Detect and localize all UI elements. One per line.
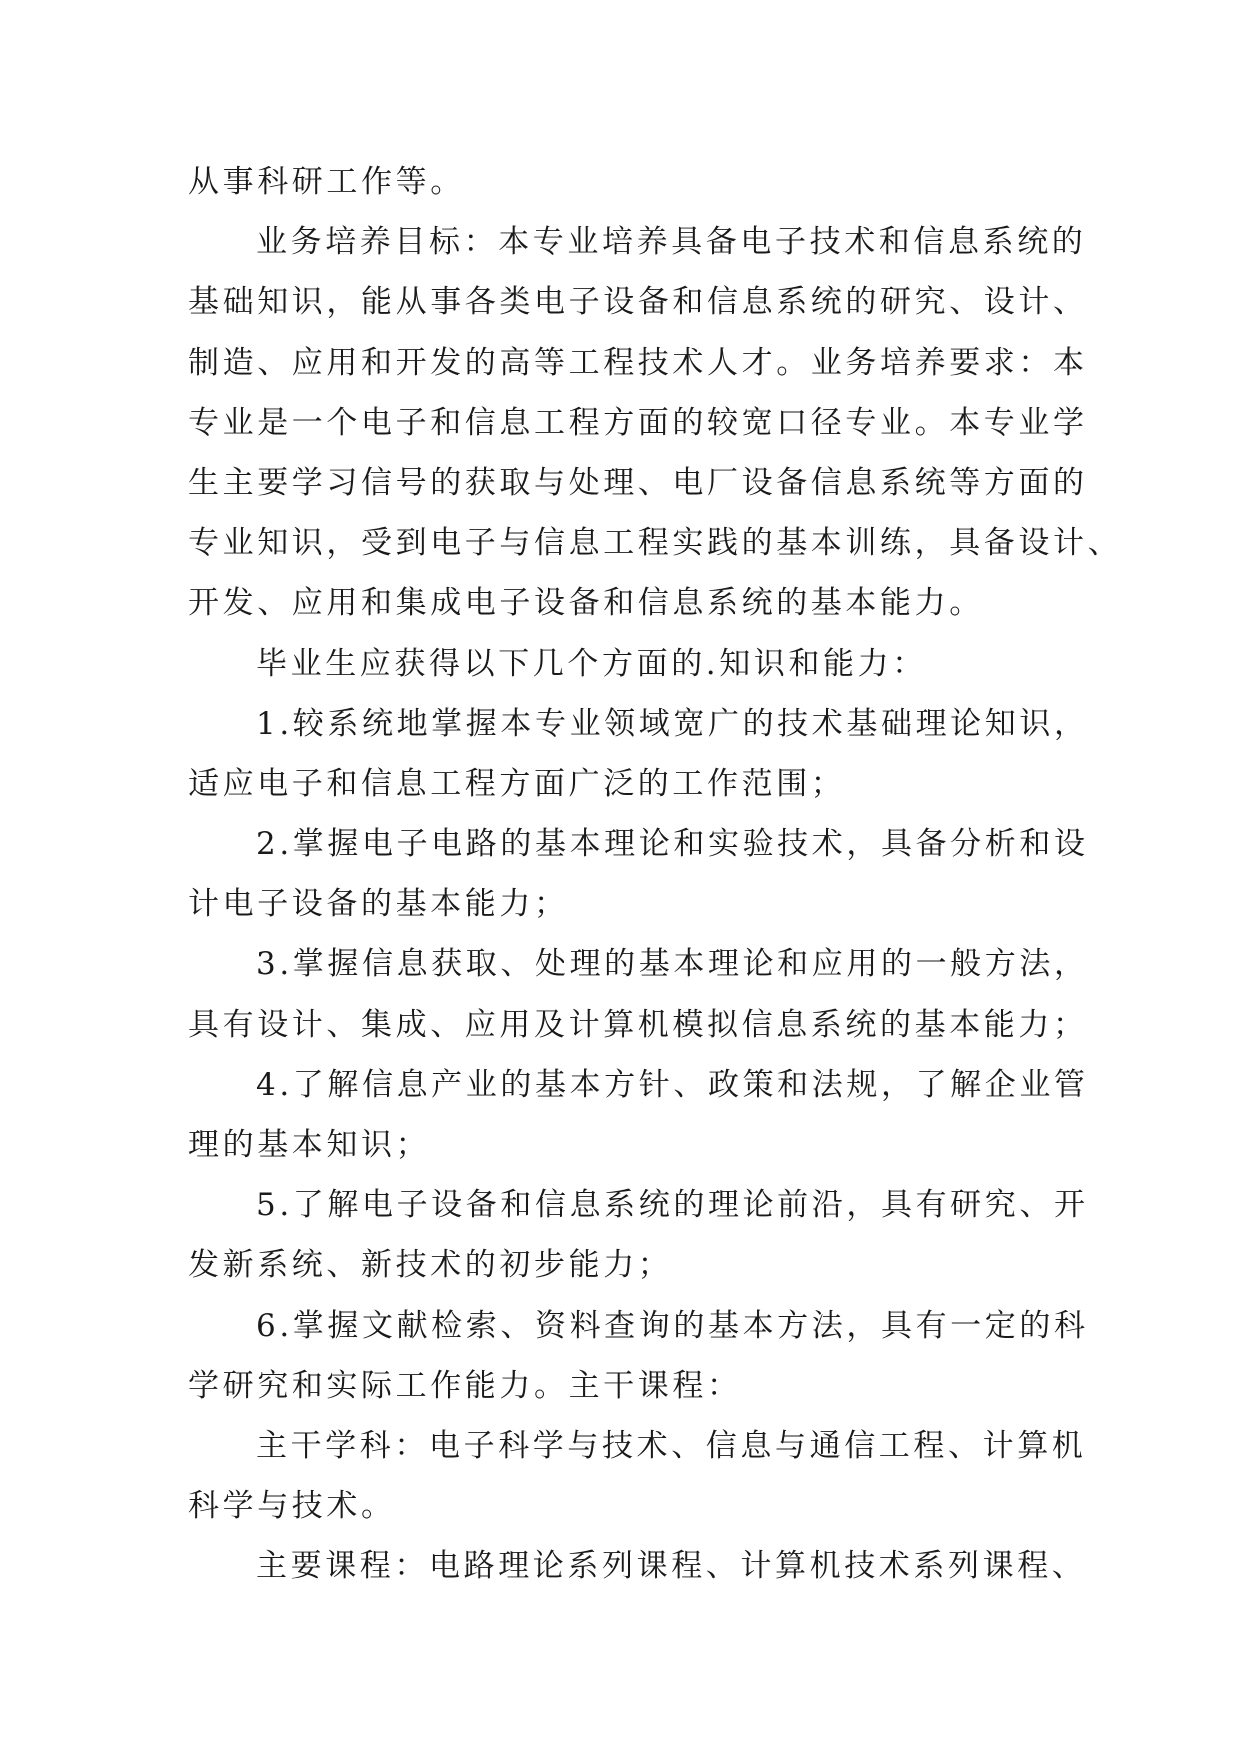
list-item-line: 计电子设备的基本能力； (188, 886, 569, 923)
text-line: 主干学科：电子科学与技术、信息与通信工程、计算机 (256, 1427, 1087, 1464)
list-item-line: 理的基本知识； (188, 1127, 431, 1163)
text-line: 制造、应用和开发的高等工程技术人才。业务培养要求：本 (188, 344, 1088, 381)
text-line: 业务培养目标：本专业培养具备电子技术和信息系统的 (256, 224, 1087, 261)
list-item-line: 1.较系统地掌握本专业领域宽广的技术基础理论知识， (256, 705, 1089, 742)
list-item-line: 6.掌握文献检索、资料查询的基本方法，具有一定的科 (256, 1307, 1089, 1344)
text-line: 专业知识，受到电子与信息工程实践的基本训练，具备设计、 (188, 525, 1123, 562)
text-line: 专业是一个电子和信息工程方面的较宽口径专业。本专业学 (188, 404, 1088, 441)
text-line: 开发、应用和集成电子设备和信息系统的基本能力。 (188, 585, 984, 622)
list-item-line: 发新系统、新技术的初步能力； (188, 1247, 673, 1284)
text-line: 科学与技术。 (188, 1488, 396, 1525)
list-item-line: 3.掌握信息获取、处理的基本理论和应用的一般方法， (256, 946, 1089, 983)
text-line: 主要课程：电路理论系列课程、计算机技术系列课程、 (256, 1548, 1087, 1585)
document-body (188, 152, 1123, 1597)
text-line: 从事科研工作等。 (188, 164, 465, 200)
list-item-line: 4.了解信息产业的基本方针、政策和法规，了解企业管 (256, 1066, 1089, 1103)
list-item-line: 学研究和实际工作能力。主干课程： (188, 1367, 742, 1404)
text-line: 生主要学习信号的获取与处理、电厂设备信息系统等方面的 (188, 464, 1088, 501)
list-item-line: 5.了解电子设备和信息系统的理论前沿，具有研究、开 (256, 1187, 1089, 1224)
list-item-line: 适应电子和信息工程方面广泛的工作范围； (188, 765, 846, 802)
list-item-line: 具有设计、集成、应用及计算机模拟信息系统的基本能力； (188, 1006, 1088, 1043)
list-item-line: 2.掌握电子电路的基本理论和实验技术，具备分析和设 (256, 826, 1089, 863)
text-line: 毕业生应获得以下几个方面的.知识和能力： (256, 645, 927, 682)
text-line: 基础知识，能从事各类电子设备和信息系统的研究、设计、 (188, 284, 1088, 321)
